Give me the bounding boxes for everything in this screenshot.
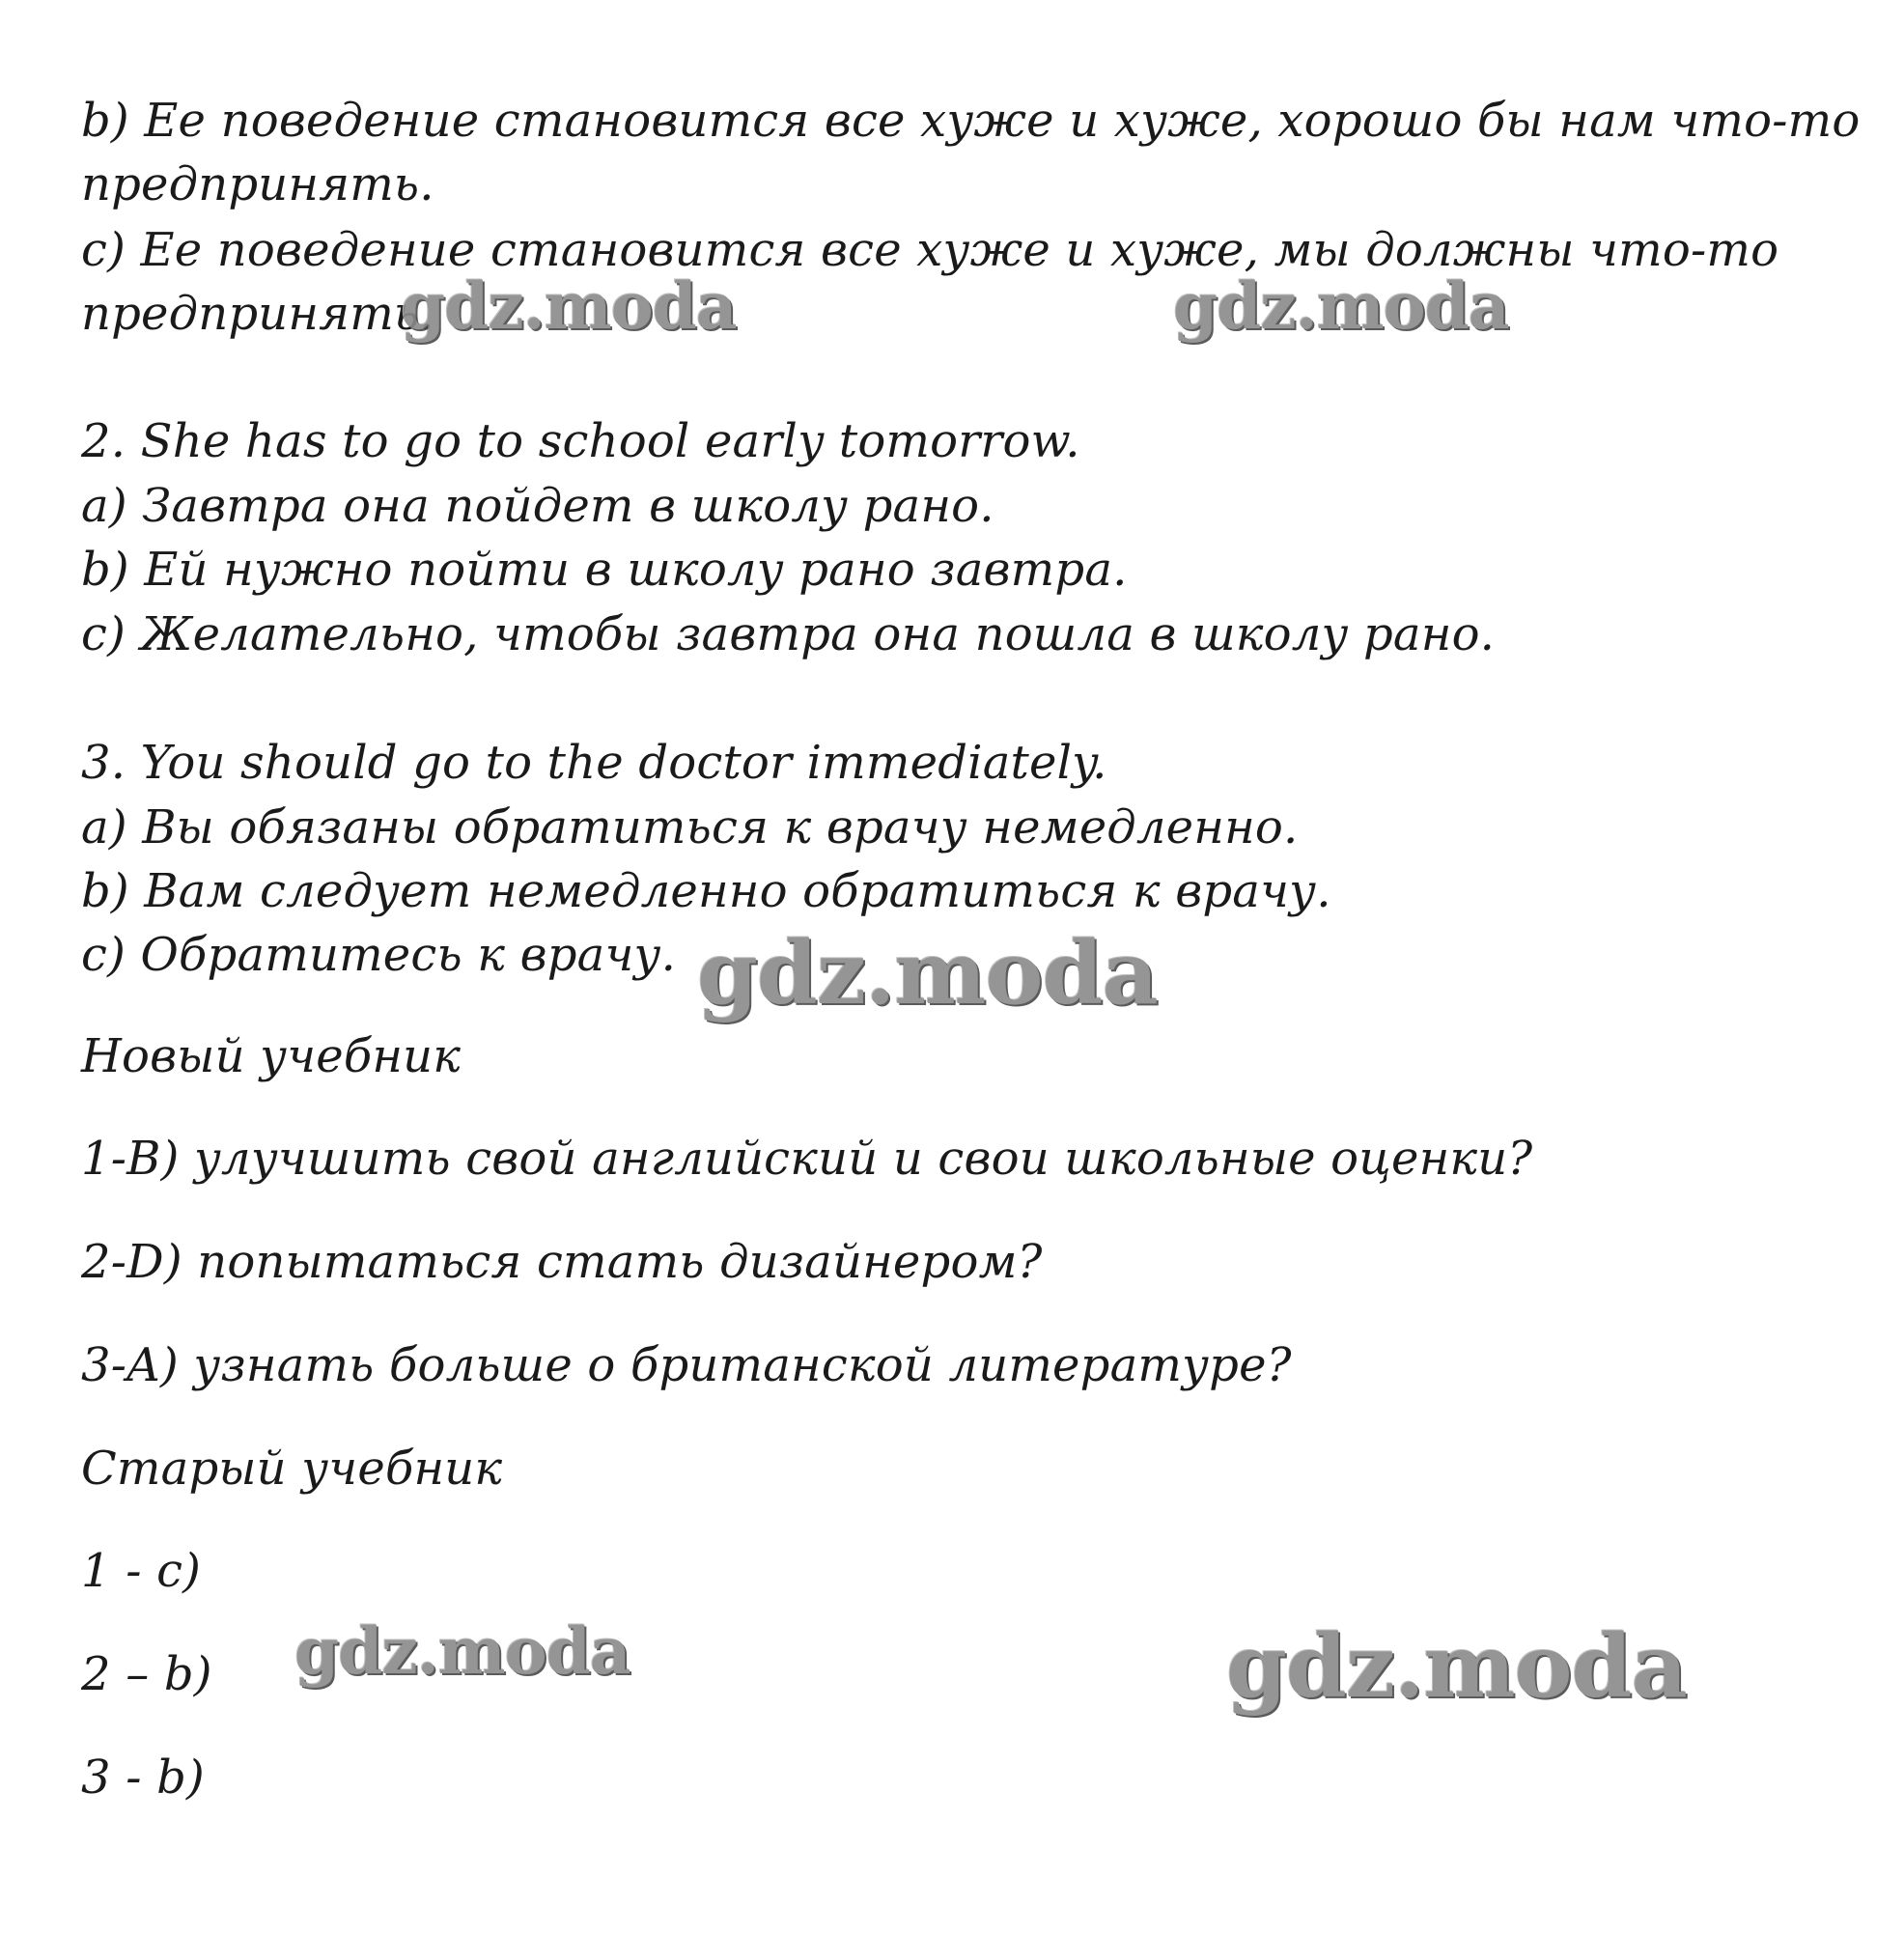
question-2-b: b) Ей нужно пойти в школу рано завтра.	[81, 543, 1128, 597]
question-2-a: a) Завтра она пойдет в школу рано.	[81, 479, 994, 533]
text-line-2: предпринять.	[81, 157, 434, 211]
section-heading-old-textbook: Старый учебник	[81, 1442, 503, 1496]
question-3-b: b) Вам следует немедленно обратиться к врачу.	[81, 864, 1331, 918]
answer-new-3: 3-A) узнать больше о британской литературе?	[81, 1338, 1292, 1392]
answer-old-2: 2 – b)	[81, 1647, 212, 1701]
answer-old-1: 1 - c)	[81, 1544, 202, 1598]
answer-new-2: 2-D) попытаться стать дизайнером?	[81, 1235, 1043, 1289]
text-line-1: b) Ее поведение становится все хуже и хуже, хорошо бы нам что-то	[81, 94, 1861, 148]
watermark-logo: gdz.moda	[1173, 268, 1509, 344]
question-3-c: c) Обратитесь к врачу.	[81, 928, 677, 982]
question-3-a: a) Вы обязаны обратиться к врачу немедленно.	[81, 800, 1299, 854]
answer-new-1: 1-B) улучшить свой английский и свои школьные оценки?	[81, 1132, 1533, 1186]
text-line-4: предпринять.	[81, 287, 434, 341]
watermark-logo: gdz.moda	[294, 1613, 630, 1689]
section-heading-new-textbook: Новый учебник	[81, 1029, 462, 1083]
watermark-logo: gdz.moda	[401, 268, 737, 344]
text-line-3: c) Ее поведение становится все хуже и хуже, мы должны что-то	[81, 223, 1779, 277]
question-2: 2. She has to go to school early tomorrow.	[81, 414, 1080, 468]
answer-old-3: 3 - b)	[81, 1751, 205, 1805]
question-2-c: c) Желательно, чтобы завтра она пошла в школу рано.	[81, 607, 1496, 661]
question-3: 3. You should go to the doctor immediately.	[81, 736, 1107, 790]
watermark-logo: gdz.moda	[697, 922, 1158, 1024]
watermark-logo: gdz.moda	[1226, 1615, 1687, 1718]
